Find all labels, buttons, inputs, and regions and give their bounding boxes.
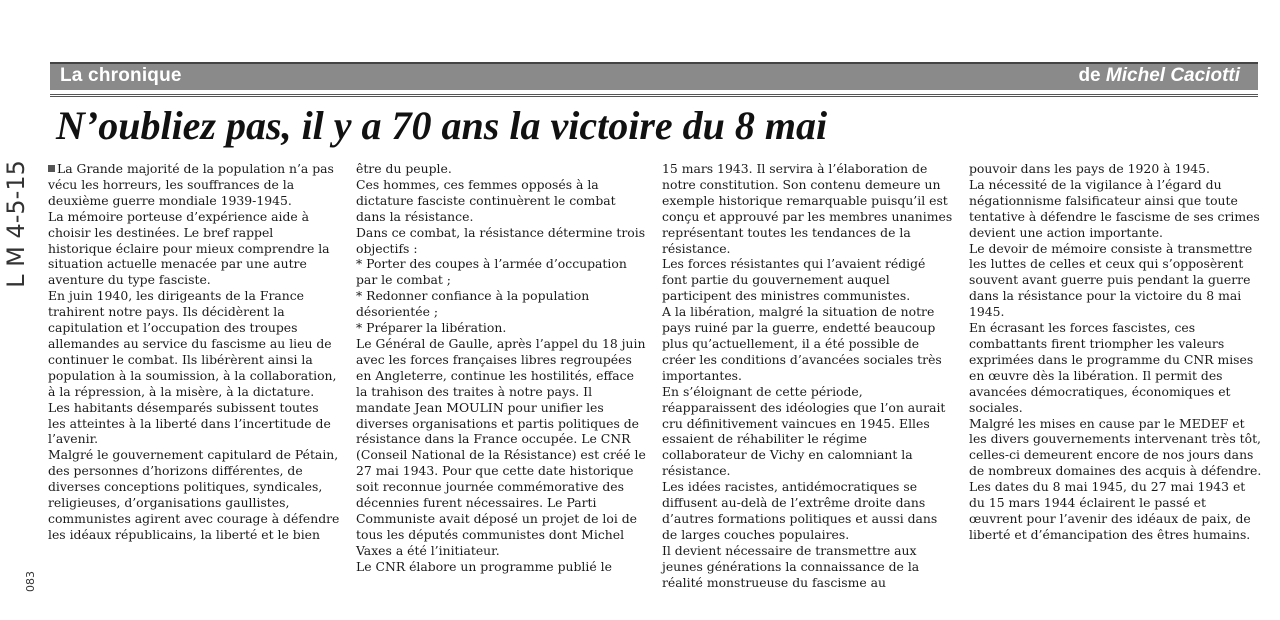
paragraph: Les idées racistes, antidémocratiques se diffusent au-delà de l’extrême droite dans d’autres formations politiques et aussi dans de larges couches populaires. [662, 479, 938, 542]
article-column-3 [662, 161, 954, 590]
paragraph: Les habitants désemparés subissent toutes les atteintes à la liberté dans l’incertitude de l’avenir. [48, 399, 331, 447]
author-name: Michel Caciotti [1105, 65, 1240, 86]
paragraph: En s’éloignant de cette période, réapparaissent des idéologies que l’on aurait cru définitivement vaincues en 1945. Elles essaient de réhabiliter le régime collaborateur de Vichy en calomniant la résistance. [662, 383, 946, 479]
paragraph: * Préparer la libération. [356, 320, 507, 336]
paragraph: * Redonner confiance à la population désorientée ; [356, 288, 590, 320]
paragraph: être du peuple. [356, 161, 452, 176]
paragraph: Malgré le gouvernement capitulard de Pétain, des personnes d’horizons différentes, de diverses conceptions politiques, syndicales, religieuses, d’organisations gaullistes, communistes agirent avec courage à défendre les idéaux républicains, la liberté et le bien [48, 447, 340, 542]
paragraph: Le CNR élabore un programme publié le [356, 558, 612, 574]
paragraph: En juin 1940, les dirigeants de la France trahirent notre pays. Ils décidèrent la capitulation et l’occupation des troupes allemandes au service du fascisme au lieu de continuer le combat. Ils libérèrent ainsi la population à la soumission, à la collaboration, à la répression, à la misère, à la dictature. [48, 288, 337, 399]
headline: N’oubliez pas, il y a 70 ans la victoire du 8 mai [56, 103, 828, 148]
paragraph: A la libération, malgré la situation de notre pays ruiné par la guerre, endetté beaucoup plus qu’actuellement, il a été possible de créer les conditions d’avancées sociales très importantes. [662, 304, 942, 383]
handwritten-date-note [0, 140, 46, 340]
section-title: La chronique [60, 65, 182, 86]
top-divider [50, 94, 1258, 95]
paragraph: La nécessité de la vigilance à l’égard du négationnisme falsificateur ainsi que toute tentative à défendre le fascisme de ses crimes devient une action importante. [969, 176, 1260, 240]
paragraph: 15 mars 1943. Il servira à l’élaboration de notre constitution. Son contenu demeure un exemple historique remarquable puisqu’il est conçu et approuvé par les membres unanimes représentant toutes les tendances de la résistance. [662, 161, 953, 256]
paragraph: Ces hommes, ces femmes opposés à la dictature fasciste continuèrent le combat dans la résistance. [356, 176, 616, 224]
article-column-2 [356, 161, 648, 575]
paragraph: * Porter des coupes à l’armée d’occupation par le combat ; [356, 256, 627, 288]
paragraph: Malgré les mises en cause par le MEDEF et les divers gouvernements intervenant très tôt, celles-ci demeurent encore de nos jours dans de nombreux domaines des acquis à défendre. [969, 415, 1262, 479]
paragraph: Les dates du 8 mai 1945, du 27 mai 1943 et du 15 mars 1944 éclairent le passé et œuvrent pour l’avenir des idéaux de paix, de liberté et d’émancipation des êtres humains. [969, 479, 1251, 542]
paragraph: Dans ce combat, la résistance détermine trois objectifs : [356, 224, 646, 256]
paragraph: Le devoir de mémoire consiste à transmettre les luttes de celles et ceux qui s’opposèrent souvent avant guerre puis pendant la guerre dans la résistance pour la victoire du 8 mai 1945. [969, 240, 1253, 320]
paragraph: Le Général de Gaulle, après l’appel du 18 juin avec les forces françaises libres regroupées en Angleterre, continue les hostilités, efface la trahison des traites à notre pays. Il mandate Jean MOULIN pour unifier les diverses organisations et partis politiques de résistance dans la France occupée. Le CNR (Conseil National de la Résistance) est créé le 27 mai 1943. Pour que cette date historique soit reconnue journée commémorative des décennies furent nécessaires. Le Parti Communiste avait déposé un projet de loi de tous les députés communistes dont Michel Vaxes a été l’initiateur. [356, 335, 646, 558]
article-column-4 [969, 161, 1263, 543]
handwritten-date: L M 4-5-15 [1, 160, 30, 288]
paragraph: pouvoir dans les pays de 1920 à 1945. [969, 161, 1210, 176]
paragraph: Les forces résistantes qui l’avaient rédigé font partie du gouvernement auquel participent des ministres communistes. [662, 256, 926, 304]
paragraph: En écrasant les forces fascistes, ces combattants firent triompher les valeurs exprimées dans le programme du CNR mises en œuvre dès la libération. Il permit des avancées démocratiques, économiques et sociales. [969, 320, 1254, 415]
section-banner [50, 62, 1258, 90]
page-number: 083 [24, 571, 37, 592]
top-divider-thin [50, 96, 1258, 97]
paragraph: La mémoire porteuse d’expérience aide à choisir les destinées. Le bref rappel historique éclaire pour mieux comprendre la situation actuelle menacée par une autre aventure du type fasciste. [48, 208, 330, 288]
byline [1078, 65, 1240, 87]
paragraph: La Grande majorité de la population n’a pas vécu les horreurs, les souffrances de la deuxième guerre mondiale 1939-1945. [48, 161, 334, 208]
article-column-1 [48, 161, 340, 543]
paragraph: Il devient nécessaire de transmettre aux jeunes générations la connaissance de la réalité monstrueuse du fascisme au [662, 542, 920, 590]
byline-prefix: de [1078, 65, 1101, 86]
paragraph-marker-icon [48, 165, 55, 172]
